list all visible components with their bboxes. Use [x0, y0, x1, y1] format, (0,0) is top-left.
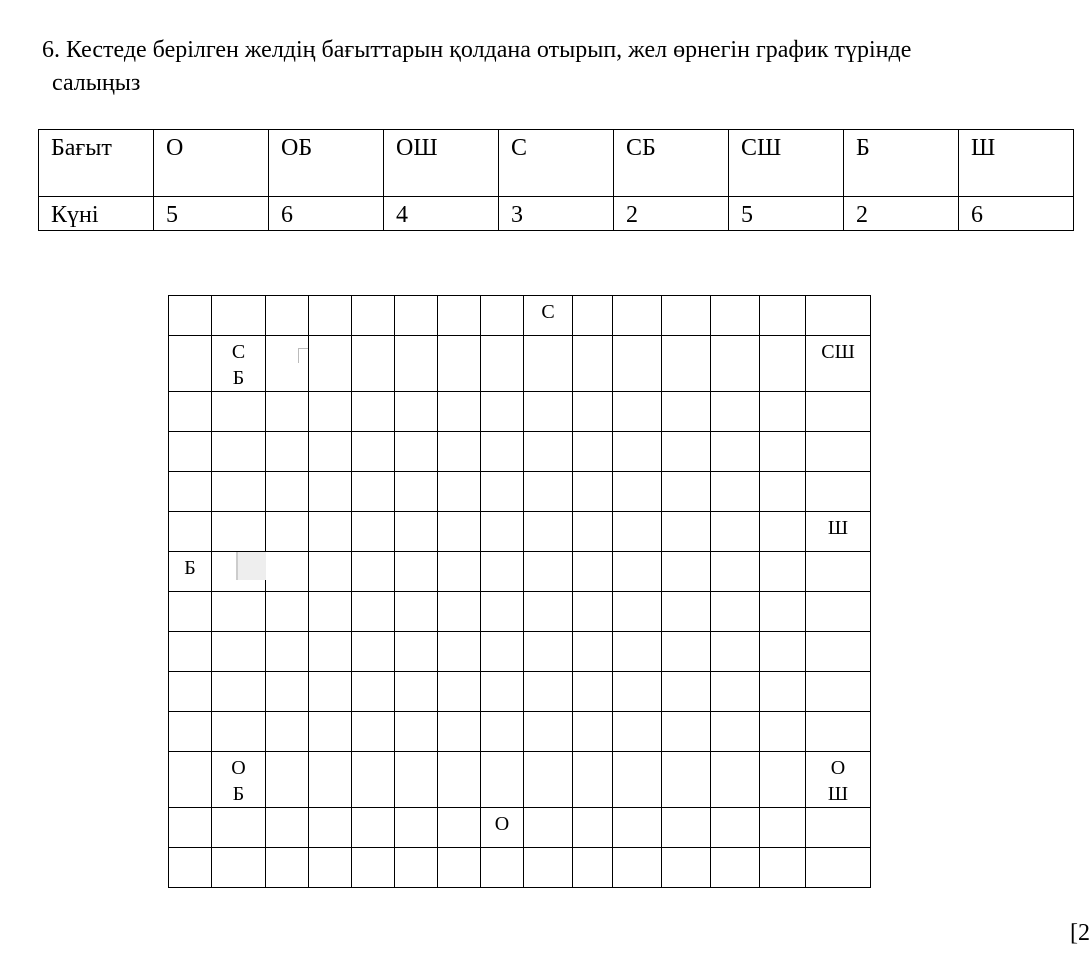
grid-cell [266, 432, 309, 472]
grid-cell [613, 432, 662, 472]
grid-cell [438, 472, 481, 512]
days-cell: 5 [729, 197, 844, 231]
grid-cell [352, 472, 395, 512]
grid-cell [309, 808, 352, 848]
grid-cell [806, 712, 871, 752]
grid-cell [662, 848, 711, 888]
grid-cell [352, 512, 395, 552]
grid-cell [438, 632, 481, 672]
grid-cell [309, 592, 352, 632]
grid-cell [524, 336, 573, 392]
grid-cell [212, 392, 266, 432]
grid-cell [309, 512, 352, 552]
grid-cell [711, 632, 760, 672]
marks-footnote: [2 [1070, 920, 1090, 946]
grid-cell [266, 472, 309, 512]
grid-cell [760, 392, 806, 432]
grid-cell [266, 752, 309, 808]
grid-cell [438, 592, 481, 632]
grid-cell [309, 752, 352, 808]
grid-cell [711, 752, 760, 808]
grid-cell [352, 848, 395, 888]
grid-row [169, 472, 871, 512]
grid-cell [481, 512, 524, 552]
grid-cell [169, 296, 212, 336]
grid-cell [309, 672, 352, 712]
grid-cell [309, 848, 352, 888]
direction-header: Бағыт [39, 130, 154, 197]
grid-cell [438, 752, 481, 808]
grid-cell [169, 472, 212, 512]
grid-cell [760, 808, 806, 848]
grid-cell [760, 848, 806, 888]
grid-row [169, 592, 871, 632]
compass-label-text: Б [184, 557, 196, 579]
grid-cell [395, 712, 438, 752]
grid-cell [573, 392, 613, 432]
grid-cell [524, 512, 573, 552]
grid-cell [524, 392, 573, 432]
grid-cell [395, 672, 438, 712]
grid-cell [613, 296, 662, 336]
grid-cell [662, 296, 711, 336]
grid-cell [806, 296, 871, 336]
grid-cell [395, 752, 438, 808]
grid-cell [395, 632, 438, 672]
grid-cell [760, 672, 806, 712]
direction-cell: СБ [614, 130, 729, 197]
grid-cell [352, 336, 395, 392]
compass-label-text: С [541, 301, 555, 323]
compass-label-text: Б [232, 783, 245, 805]
grid-cell [481, 712, 524, 752]
grid-cell [806, 848, 871, 888]
compass-label-northeast [806, 336, 871, 392]
direction-cell: СШ [729, 130, 844, 197]
grid-cell [613, 848, 662, 888]
grid-cell [481, 592, 524, 632]
grid-cell [711, 672, 760, 712]
grid-cell [711, 472, 760, 512]
grid-row [169, 632, 871, 672]
compass-label-north [524, 296, 573, 336]
compass-label-text: СШ [821, 341, 855, 363]
grid-cell [613, 712, 662, 752]
grid-cell [169, 632, 212, 672]
grid-cell [481, 336, 524, 392]
grid-cell [169, 808, 212, 848]
grid-cell [806, 808, 871, 848]
grid-cell [352, 808, 395, 848]
grid-cell [662, 392, 711, 432]
grid-cell [573, 672, 613, 712]
grid-cell [438, 712, 481, 752]
grid-row [169, 512, 871, 552]
grid-cell [169, 712, 212, 752]
days-row [39, 197, 1074, 231]
days-cell: 5 [154, 197, 269, 231]
direction-row [39, 130, 1074, 197]
grid-cell [212, 848, 266, 888]
grid-cell [711, 512, 760, 552]
shaded-mark [236, 552, 266, 580]
grid-cell [711, 592, 760, 632]
grid-cell [662, 552, 711, 592]
grid-row [169, 752, 871, 808]
grid-cell [760, 432, 806, 472]
grid-cell [169, 432, 212, 472]
grid-cell [662, 808, 711, 848]
grid-cell [169, 672, 212, 712]
grid-cell [711, 712, 760, 752]
grid-cell [760, 592, 806, 632]
grid-cell [806, 592, 871, 632]
grid-cell [524, 712, 573, 752]
grid-cell [806, 432, 871, 472]
grid-row [169, 392, 871, 432]
grid-cell [309, 632, 352, 672]
compass-label-northwest [212, 336, 266, 392]
grid-cell [438, 336, 481, 392]
grid-cell [711, 848, 760, 888]
grid-cell [662, 512, 711, 552]
grid-cell [711, 392, 760, 432]
compass-label-southwest [212, 752, 266, 808]
grid-cell [169, 336, 212, 392]
wind-data-table [38, 129, 1074, 231]
grid-cell [212, 552, 266, 592]
grid-row [169, 336, 871, 392]
grid-cell [266, 672, 309, 712]
grid-cell [438, 808, 481, 848]
direction-cell: Б [844, 130, 959, 197]
grid-cell [662, 432, 711, 472]
question-text [42, 34, 1062, 100]
grid-cell [806, 632, 871, 672]
grid-cell [438, 392, 481, 432]
grid-cell [613, 808, 662, 848]
grid-cell [352, 552, 395, 592]
grid-cell [309, 392, 352, 432]
grid-cell [395, 512, 438, 552]
grid-cell [395, 592, 438, 632]
grid-cell [309, 552, 352, 592]
grid-cell [613, 552, 662, 592]
days-cell: 2 [614, 197, 729, 231]
grid-cell [438, 432, 481, 472]
grid-cell [352, 296, 395, 336]
grid-cell [573, 472, 613, 512]
grid-cell [309, 296, 352, 336]
grid-row [169, 432, 871, 472]
grid-cell [212, 512, 266, 552]
question-line-1: 6. Кестеде берілген желдің бағыттарын қолдана отырып, жел өрнегін график түрінде [42, 37, 912, 63]
grid-cell [613, 592, 662, 632]
grid-cell [524, 472, 573, 512]
question-line-2: салыңыз [52, 70, 141, 96]
grid-cell [481, 848, 524, 888]
compass-label-text: О [494, 813, 510, 835]
grid-cell [212, 632, 266, 672]
grid-cell [573, 432, 613, 472]
grid-cell [212, 472, 266, 512]
grid-cell [524, 808, 573, 848]
grid-cell [309, 432, 352, 472]
grid-cell [573, 592, 613, 632]
direction-cell: С [499, 130, 614, 197]
grid-cell [266, 512, 309, 552]
grid-cell [573, 848, 613, 888]
grid-cell [309, 712, 352, 752]
grid-cell [662, 472, 711, 512]
grid-cell [760, 752, 806, 808]
grid-cell [711, 296, 760, 336]
grid-cell [169, 592, 212, 632]
grid-cell [524, 848, 573, 888]
grid-cell [613, 752, 662, 808]
grid-cell [395, 336, 438, 392]
grid-cell [212, 432, 266, 472]
compass-label-text: С [231, 341, 246, 363]
grid-cell [395, 472, 438, 512]
days-cell: 6 [959, 197, 1074, 231]
grid-cell [169, 752, 212, 808]
grid-cell [524, 552, 573, 592]
grid-cell [573, 808, 613, 848]
grid-cell [212, 592, 266, 632]
compass-label-text: О [830, 757, 846, 779]
grid-cell [613, 512, 662, 552]
direction-cell: Ш [959, 130, 1074, 197]
grid-cell [481, 672, 524, 712]
grid-cell [524, 592, 573, 632]
grid-cell [806, 472, 871, 512]
grid-cell [212, 296, 266, 336]
grid-cell [573, 296, 613, 336]
compass-label-east [806, 512, 871, 552]
grid-cell [266, 336, 309, 392]
grid-cell [352, 672, 395, 712]
grid-cell [760, 632, 806, 672]
days-cell: 3 [499, 197, 614, 231]
compass-label-text: Ш [827, 517, 849, 539]
grid-cell [662, 672, 711, 712]
grid-cell [573, 552, 613, 592]
grid-cell [662, 712, 711, 752]
grid-cell [266, 848, 309, 888]
grid-cell [760, 472, 806, 512]
grid-cell [573, 752, 613, 808]
grid-row [169, 808, 871, 848]
grid-cell [613, 392, 662, 432]
grid-row [169, 848, 871, 888]
grid-cell [760, 552, 806, 592]
direction-cell: ОБ [269, 130, 384, 197]
grid-cell [395, 552, 438, 592]
grid-cell [524, 632, 573, 672]
grid-cell [613, 632, 662, 672]
grid-cell [662, 632, 711, 672]
grid-cell [760, 336, 806, 392]
grid-cell [169, 392, 212, 432]
grid-cell [352, 632, 395, 672]
grid-cell [352, 592, 395, 632]
days-cell: 6 [269, 197, 384, 231]
compass-label-south [481, 808, 524, 848]
grid-cell [711, 432, 760, 472]
grid-cell [524, 432, 573, 472]
grid-cell [662, 336, 711, 392]
grid-row [169, 712, 871, 752]
grid-cell [169, 512, 212, 552]
compass-label-text: Ш [827, 783, 849, 805]
compass-label-southeast [806, 752, 871, 808]
grid-cell [806, 672, 871, 712]
grid-cell [309, 336, 352, 392]
grid-cell [352, 432, 395, 472]
grid-cell [309, 472, 352, 512]
grid-cell [266, 592, 309, 632]
wind-rose-grid [168, 295, 871, 888]
grid-cell [481, 632, 524, 672]
grid-cell [395, 808, 438, 848]
compass-label-text: Б [232, 367, 245, 389]
compass-label-text: О [231, 757, 246, 779]
grid-cell [266, 392, 309, 432]
grid-cell [438, 848, 481, 888]
grid-cell [438, 296, 481, 336]
corner-mark [298, 348, 308, 363]
compass-label-west [169, 552, 212, 592]
grid-cell [613, 336, 662, 392]
grid-cell [266, 808, 309, 848]
grid-cell [481, 752, 524, 808]
grid-cell [573, 336, 613, 392]
grid-cell [266, 632, 309, 672]
grid-cell [711, 336, 760, 392]
grid-cell [352, 392, 395, 432]
grid-cell [573, 512, 613, 552]
grid-cell [573, 632, 613, 672]
grid-cell [711, 552, 760, 592]
grid-cell [352, 752, 395, 808]
grid-cell [524, 752, 573, 808]
grid-row [169, 672, 871, 712]
grid-cell [395, 432, 438, 472]
grid-cell [573, 712, 613, 752]
grid-row [169, 552, 871, 592]
grid-cell [524, 672, 573, 712]
grid-cell [352, 712, 395, 752]
grid-cell [266, 296, 309, 336]
grid-cell [760, 712, 806, 752]
grid-cell [806, 552, 871, 592]
grid-cell [438, 512, 481, 552]
grid-cell [481, 392, 524, 432]
grid-cell [212, 808, 266, 848]
grid-cell [760, 512, 806, 552]
direction-cell: ОШ [384, 130, 499, 197]
grid-cell [212, 712, 266, 752]
days-cell: 4 [384, 197, 499, 231]
grid-cell [266, 552, 309, 592]
grid-cell [613, 672, 662, 712]
direction-cell: О [154, 130, 269, 197]
grid-cell [438, 672, 481, 712]
grid-cell [481, 472, 524, 512]
grid-cell [395, 296, 438, 336]
grid-cell [662, 592, 711, 632]
grid-cell [806, 392, 871, 432]
grid-cell [169, 848, 212, 888]
grid-cell [481, 432, 524, 472]
grid-cell [662, 752, 711, 808]
grid-row [169, 296, 871, 336]
grid-cell [395, 848, 438, 888]
grid-cell [481, 552, 524, 592]
days-header: Күні [39, 197, 154, 231]
grid-cell [481, 296, 524, 336]
grid-cell [395, 392, 438, 432]
grid-cell [438, 552, 481, 592]
grid-cell [212, 672, 266, 712]
grid-cell [760, 296, 806, 336]
grid-cell [711, 808, 760, 848]
days-cell: 2 [844, 197, 959, 231]
grid-cell [266, 712, 309, 752]
grid-cell [613, 472, 662, 512]
